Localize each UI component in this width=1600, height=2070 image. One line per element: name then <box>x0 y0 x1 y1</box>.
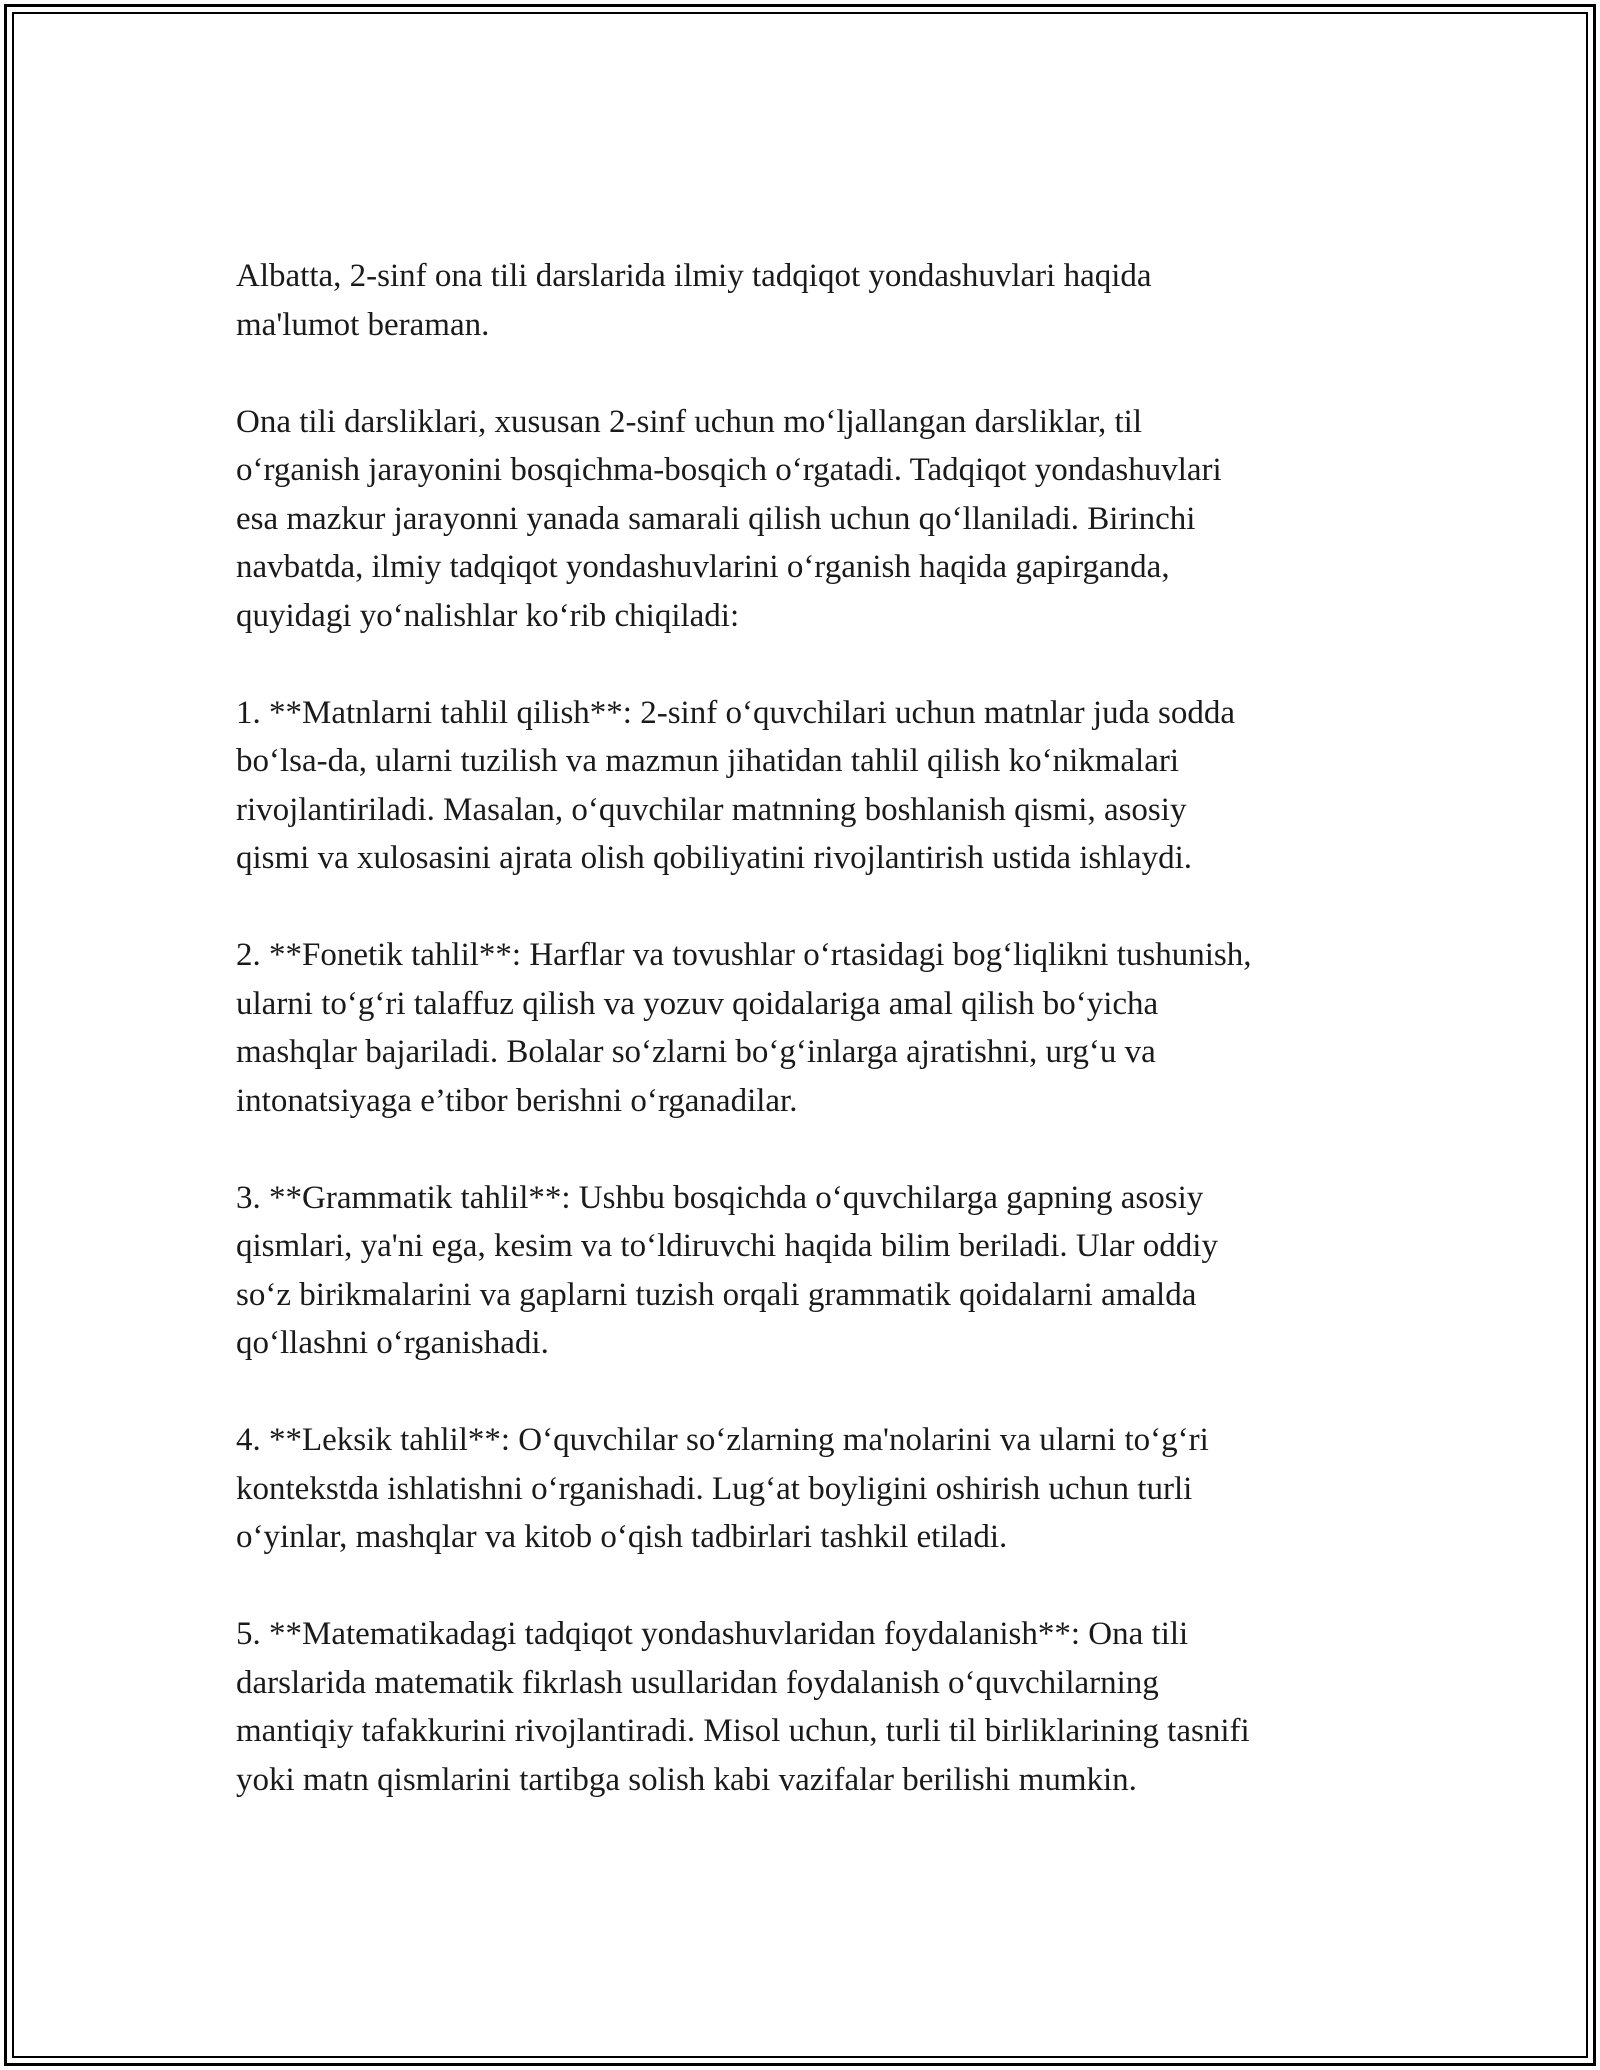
text-line: bo‘lsa-da, ularni tuzilish va mazmun jihatidan tahlil qilish ko‘nikmalari <box>236 743 1180 779</box>
text-line: mantiqiy tafakkurini rivojlantiradi. Misol uchun, turli til birliklarining tasnifi <box>236 1713 1250 1749</box>
text-line: rivojlantiriladi. Masalan, o‘quvchilar matnning boshlanish qismi, asosiy <box>236 791 1187 828</box>
list-item-text-analysis <box>236 689 1386 883</box>
list-item-grammatical-analysis <box>236 1174 1386 1368</box>
text-line: 4. **Leksik tahlil**: O‘quvchilar so‘zlarning ma'nolarini va ularni to‘g‘ri <box>236 1422 1209 1458</box>
text-line: o‘yinlar, mashqlar va kitob o‘qish tadbirlari tashkil etiladi. <box>236 1519 1008 1555</box>
intro-paragraph <box>236 252 1386 349</box>
list-item-math-approaches <box>236 1610 1386 1804</box>
text-line: intonatsiyaga e’tibor berishni o‘rganadilar. <box>236 1082 798 1119</box>
text-line: qismi va xulosasini ajrata olish qobiliyatini rivojlantirish ustida ishlaydi. <box>236 840 1192 876</box>
text-line: 3. **Grammatik tahlil**: Ushbu bosqichda o‘quvchilarga gapning asosiy <box>236 1179 1204 1216</box>
text-line: so‘z birikmalarini va gaplarni tuzish orqali grammatik qoidalarni amalda <box>236 1276 1197 1313</box>
text-line: mashqlar bajariladi. Bolalar so‘zlarni bo‘g‘inlarga ajratishni, urg‘u va <box>236 1034 1156 1070</box>
text-line: Ona tili darsliklari, xususan 2-sinf uchun mo‘ljallangan darsliklar, til <box>236 403 1142 440</box>
text-line: qo‘llashni o‘rganishadi. <box>236 1325 549 1361</box>
document-body <box>236 252 1386 1804</box>
list-item-phonetic-analysis <box>236 931 1386 1125</box>
text-line: 5. **Matematikadagi tadqiqot yondashuvlaridan foydalanish**: Ona tili <box>236 1616 1189 1652</box>
text-line: darslarida matematik fikrlash usullaridan foydalanish o‘quvchilarning <box>236 1664 1159 1701</box>
text-line: kontekstda ishlatishni o‘rganishadi. Lug‘at boyligini oshirish uchun turli <box>236 1470 1193 1507</box>
text-line: o‘rganish jarayonini bosqichma-bosqich o‘rgatadi. Tadqiqot yondashuvlari <box>236 452 1222 488</box>
text-line: 1. **Matnlarni tahlil qilish**: 2-sinf o‘quvchilari uchun matnlar juda sodda <box>236 694 1235 731</box>
text-line: qismlari, ya'ni ega, kesim va to‘ldiruvchi haqida bilim beriladi. Ular oddiy <box>236 1228 1218 1264</box>
text-line: esa mazkur jarayonni yanada samarali qilish uchun qo‘llaniladi. Birinchi <box>236 500 1196 537</box>
text-line: navbatda, ilmiy tadqiqot yondashuvlarini o‘rganish haqida gapirganda, <box>236 549 1170 585</box>
text-line: 2. **Fonetik tahlil**: Harflar va tovushlar o‘rtasidagi bog‘liqlikni tushunish, <box>236 937 1252 973</box>
overview-paragraph <box>236 398 1386 641</box>
text-line: yoki matn qismlarini tartibga solish kabi vazifalar berilishi mumkin. <box>236 1761 1137 1798</box>
text-line: Albatta, 2-sinf ona tili darslarida ilmiy tadqiqot yondashuvlari haqida <box>236 258 1152 294</box>
text-line: ma'lumot beraman. <box>236 306 490 343</box>
text-line: ularni to‘g‘ri talaffuz qilish va yozuv qoidalariga amal qilish bo‘yicha <box>236 985 1159 1022</box>
list-item-lexical-analysis <box>236 1416 1386 1562</box>
text-line: quyidagi yo‘nalishlar ko‘rib chiqiladi: <box>236 597 740 634</box>
